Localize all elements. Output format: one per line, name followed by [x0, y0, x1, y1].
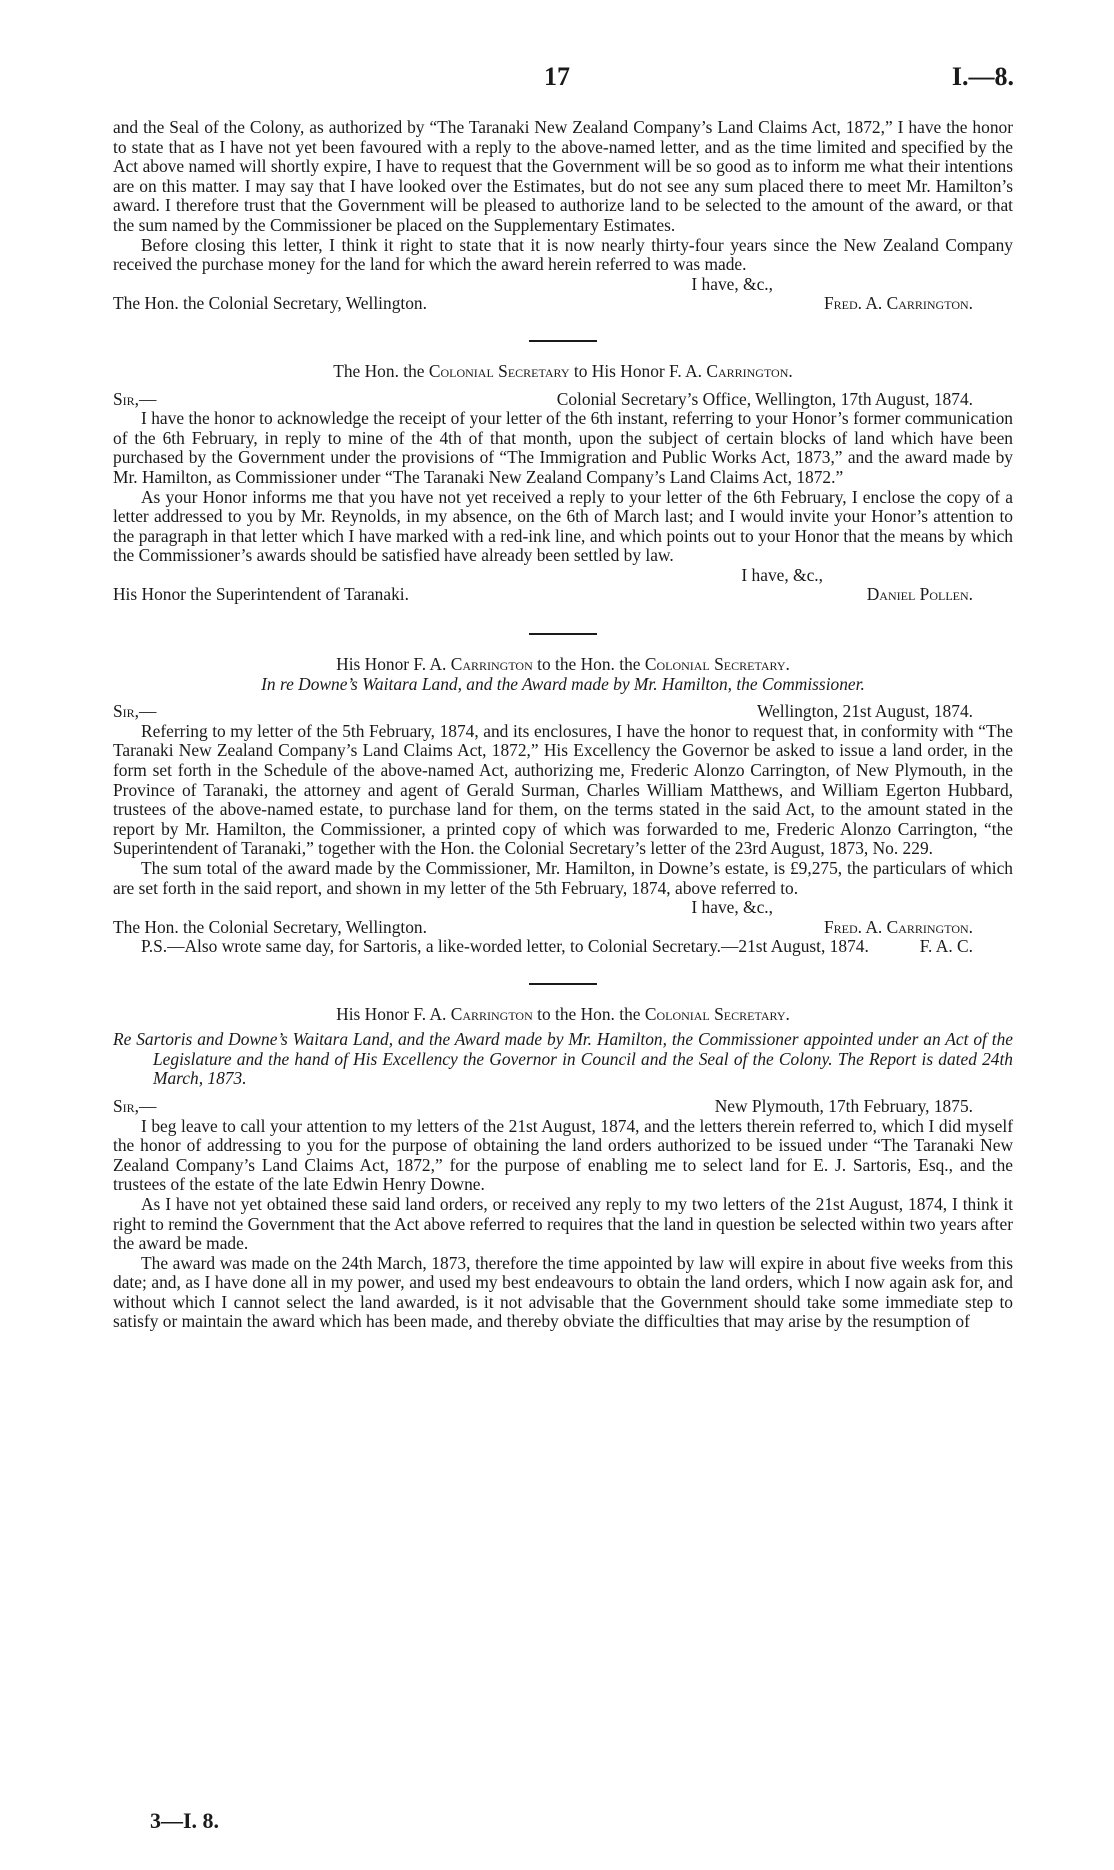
letter-3-place-date: Wellington, 21st August, 1874.: [757, 701, 973, 722]
page-header: [0, 62, 1114, 98]
letter-2-paragraph-1: I have the honor to acknowledge the receipt of your letter of the 6th instant, referring to your Honor’s former communication of the 6th February, in reply to mine of the 4th of that month, upon the subject of certain blocks of land which have been purchased by the Government under the provisions of “The Immigration and Public Works Act, 1873,” and the award made by Mr. Hamilton, as Commissioner under “The Taranaki New Zealand Company’s Land Claims Act, 1872.”: [113, 408, 1013, 487]
letter-3: [113, 655, 1013, 957]
letter-2-addressee: His Honor the Superintendent of Taranaki.: [113, 584, 409, 605]
letter-2-signature: Daniel Pollen.: [866, 584, 973, 605]
letter-4-subject: Re Sartoris and Downe’s Waitara Land, and the Award made by Mr. Hamilton, the Commissioner appointed under an Act of the Legislature and the hand of His Excellency the Governor in Council and the Seal of the Colony. The Report is dated 24th March, 1873.: [113, 1029, 1013, 1089]
letter-4-heading: His Honor F. A. Carrington to the Hon. the Colonial Secretary.: [336, 1003, 790, 1024]
document-code: I.—8.: [951, 62, 1014, 91]
letter-4: [113, 1005, 1013, 1333]
letter-3-salutation: Sir,—: [113, 701, 157, 722]
letter-4-salutation: Sir,—: [113, 1095, 157, 1116]
letter-3-sign-row: [113, 918, 1013, 938]
letter-3-postscript-initials: F. A. C.: [919, 935, 973, 956]
letter-2-paragraph-2: As your Honor informs me that you have not yet received a reply to your letter of the 6th February, I enclose the copy of a letter addressed to you by Mr. Reynolds, in my absence, on the 6th of March last; and I would invite your Honor’s attention to the paragraph in that letter which I have marked with a red-ink line, and which points out to your Honor that the means by which the Commissioner’s awards should be satisfied have already been settled by law.: [113, 486, 1013, 566]
signature-mark: 3—I. 8.: [150, 1808, 220, 1833]
letter-1-paragraph-1: and the Seal of the Colony, as authorized by “The Taranaki New Zealand Company’s Land Claims Act, 1872,” I have the honor to state that as I have not yet been favoured with a reply to the above-named letter, and as the time limited and specified by the Act above named will shortly expire, I have to request that the Government will be so good as to inform me what their intentions are on this matter. I may say that I have looked over the Estimates, but do not see any sum placed there to meet Mr. Hamilton’s award. I therefore trust that the Government will be pleased to authorize land to be selected to the amount of the award, or that the sum named by the Commissioner be placed on the Supplementary Estimates.: [113, 117, 1013, 235]
letter-1-continuation: [113, 118, 1013, 314]
page-content: [113, 118, 1013, 1332]
letter-1-signature: Fred. A. Carrington.: [823, 293, 973, 314]
letter-4-paragraph-1: I beg leave to call your attention to my letters of the 21st August, 1874, and the letters therein referred to, which I did myself the honor of addressing to you for the purpose of obtaining the land orders authorized to be issued under “The Taranaki New Zealand Company’s Land Claims Act, 1872,” for the purpose of enabling me to select land for E. J. Sartoris, Esq., and the trustees of the estate of the late Edwin Henry Downe.: [113, 1115, 1013, 1195]
letter-2-place-date: Colonial Secretary’s Office, Wellington, 17th August, 1874.: [556, 388, 973, 409]
letter-4-salutation-row: [113, 1097, 1013, 1117]
letter-2-salutation-row: [113, 390, 1013, 410]
letter-3-addressee: The Hon. the Colonial Secretary, Wellington.: [113, 916, 427, 937]
letter-2-salutation: Sir,—: [113, 388, 157, 409]
letter-4-paragraph-3: The award was made on the 24th March, 1873, therefore the time appointed by law will expire in about five weeks from this date; and, as I have done all in my power, and used my best endeavours to obtain the land orders, which I now again ask for, and without which I cannot select the land awarded, is it not advisable that the Government should take some immediate step to satisfy or maintain the award which has been made, and thereby obviate the difficulties that may arise by the resumption of: [113, 1252, 1013, 1332]
letter-1-sign-row: [113, 294, 1013, 314]
letter-3-paragraph-1: Referring to my letter of the 5th February, 1874, and its enclosures, I have the honor to request that, in conformity with “The Taranaki New Zealand Company’s Land Claims Act, 1872,” His Excellency the Governor be asked to issue a land order, in the form set forth in the Schedule of the above-named Act, authorizing me, Frederic Alonzo Carrington, of New Plymouth, in the Province of Taranaki, the attorney and agent of Gerald Surman, Charles William Matthews, and William Egerton Hubbard, trustees of the above-named estate, to purchase land for them, on the terms stated in the said Act, to the amount stated in the report by Mr. Hamilton, the Commissioner, a printed copy of which was forwarded to me, Frederic Alonzo Carrington, “the Superintendent of Taranaki,” together with the Hon. the Colonial Secretary’s letter of the 23rd August, 1873, No. 229.: [113, 720, 1013, 859]
letter-4-paragraph-2: As I have not yet obtained these said land orders, or received any reply to my two letters of the 21st August, 1874, I think it right to remind the Government that the Act above referred to requires that the land in question be selected within two years after the award be made.: [113, 1193, 1013, 1254]
letter-3-closing: I have, &c.,: [691, 897, 773, 918]
letter-1-closing: I have, &c.,: [691, 273, 773, 294]
letter-2-sign-row: [113, 585, 1013, 605]
section-divider: [529, 983, 597, 985]
letter-3-postscript: P.S.—Also wrote same day, for Sartoris, a like-worded letter, to Colonial Secretary.—21st August, 1874.: [141, 936, 869, 957]
letter-2-closing: I have, &c.,: [741, 564, 823, 585]
letter-4-place-date: New Plymouth, 17th February, 1875.: [714, 1095, 973, 1116]
letter-3-subject: In re Downe’s Waitara Land, and the Award made by Mr. Hamilton, the Commissioner.: [261, 673, 865, 694]
section-divider: [529, 633, 597, 635]
section-divider: [529, 340, 597, 342]
letter-2-heading: The Hon. the Colonial Secretary to His Honor F. A. Carrington.: [333, 360, 793, 381]
page-number: 17: [544, 62, 570, 91]
letter-1-addressee: The Hon. the Colonial Secretary, Wellington.: [113, 293, 427, 314]
letter-1-paragraph-2: Before closing this letter, I think it right to state that it is now nearly thirty-four years since the New Zealand Company received the purchase money for the land for which the award herein referred to was made.: [113, 234, 1013, 275]
letter-3-heading: His Honor F. A. Carrington to the Hon. the Colonial Secretary.: [336, 654, 790, 675]
letter-3-salutation-row: [113, 702, 1013, 722]
letter-3-paragraph-2: The sum total of the award made by the Commissioner, Mr. Hamilton, in Downe’s estate, is £9,275, the particulars of which are set forth in the said report, and shown in my letter of the 5th February, 1874, above referred to.: [113, 858, 1013, 898]
letter-3-signature: Fred. A. Carrington.: [823, 916, 973, 937]
letter-2: [113, 362, 1013, 605]
